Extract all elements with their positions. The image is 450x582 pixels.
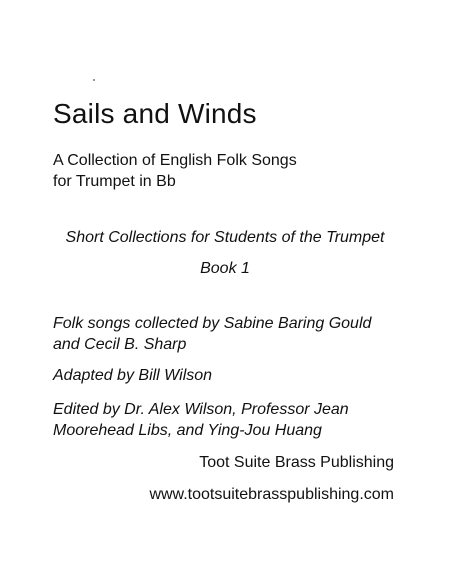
subtitle-line-2: for Trumpet in Bb	[53, 173, 176, 190]
publisher-name: Toot Suite Brass Publishing	[199, 454, 394, 471]
collected-line-1: Folk songs collected by Sabine Baring Gould	[53, 315, 372, 332]
publisher-website: www.tootsuitebrasspublishing.com	[149, 486, 394, 503]
edited-line-1: Edited by Dr. Alex Wilson, Professor Jean	[53, 401, 349, 418]
collected-line-2: and Cecil B. Sharp	[53, 336, 187, 353]
collected-by-credit	[53, 313, 371, 355]
book-number: Book 1	[200, 260, 250, 277]
edited-line-2: Moorehead Libs, and Ying-Jou Huang	[53, 422, 322, 439]
subtitle	[53, 150, 297, 192]
stray-mark	[93, 79, 95, 81]
edited-by-credit	[53, 399, 349, 441]
series-title: Short Collections for Students of the Trumpet	[65, 229, 385, 246]
subtitle-line-1: A Collection of English Folk Songs	[53, 152, 297, 169]
adapted-by-credit: Adapted by Bill Wilson	[53, 367, 213, 384]
document-title: Sails and Winds	[53, 98, 257, 129]
